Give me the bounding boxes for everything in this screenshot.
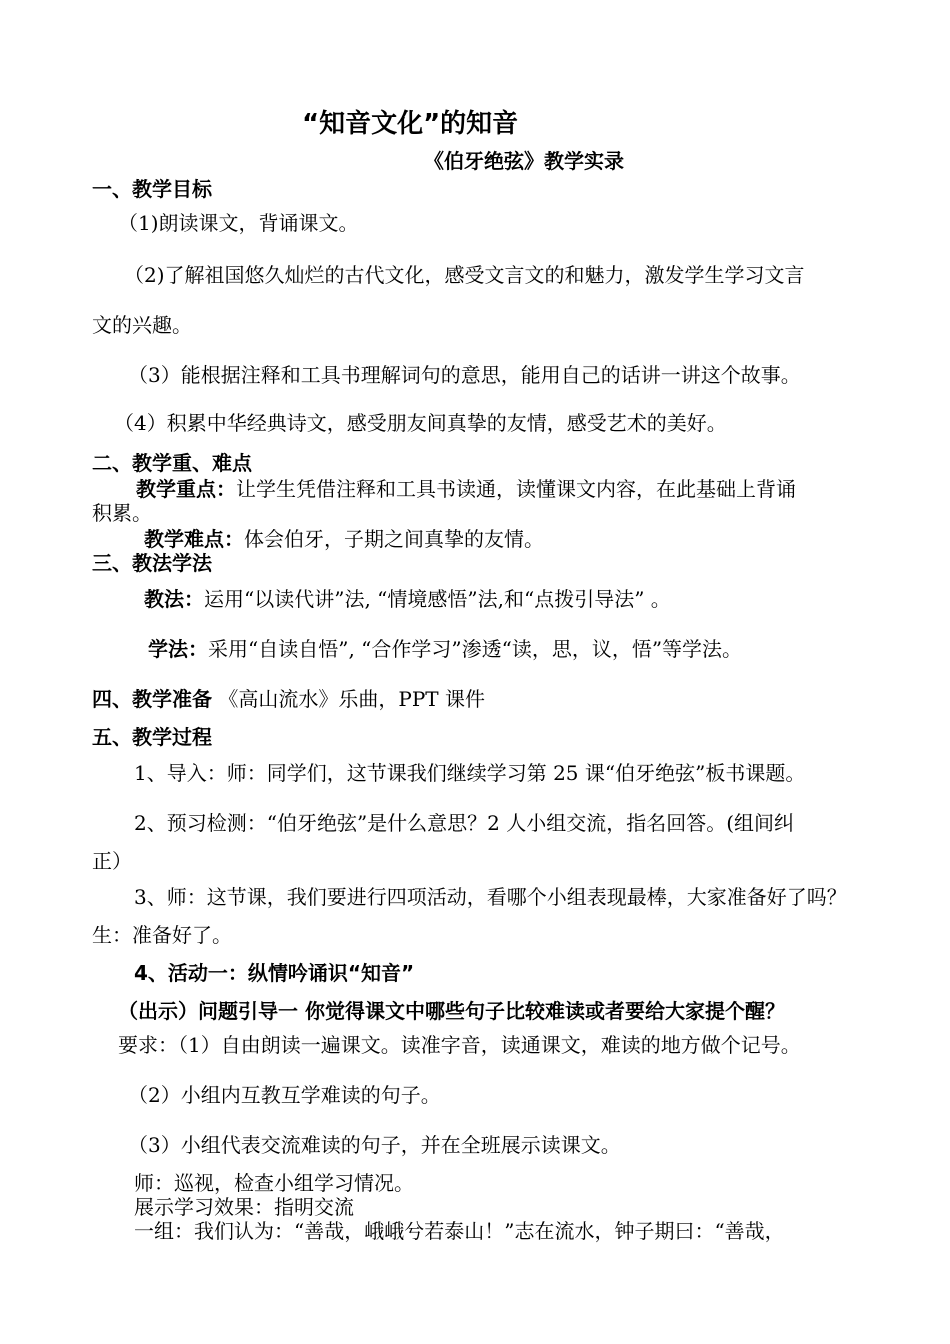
key-point-line (136, 476, 796, 502)
learning-method-line (148, 636, 742, 662)
learning-method-text: 采用“自读自悟”, “合作学习”渗透“读，思，议，悟”等学法。 (208, 637, 743, 661)
section-heading-keypoints: 二、教学重、难点 (92, 451, 252, 475)
guiding-question-1: （出示）问题引导一 你觉得课文中哪些句子比较难读或者要给大家提个醒？ (118, 999, 785, 1023)
goal-item-1: （1)朗读课文，背诵课文。 (118, 211, 359, 235)
process-step-3: 3、师：这节课，我们要进行四项活动，看哪个小组表现最棒，大家准备好了吗？ (134, 885, 847, 909)
teacher-note: 师：巡视，检查小组学习情况。 (134, 1171, 414, 1195)
teaching-method-label: 教法： (144, 587, 204, 611)
difficulty-label: 教学难点： (144, 527, 244, 551)
learning-method-label: 学法： (148, 637, 208, 661)
difficulty-text: 体会伯牙，子期之间真挚的友情。 (244, 527, 544, 551)
key-point-label: 教学重点： (136, 477, 236, 501)
show-results: 展示学习效果：指明交流 (134, 1195, 354, 1219)
group-one-answer: 一组：我们认为：“善哉，峨峨兮若泰山！”志在流水，钟子期曰：“善哉， (134, 1219, 785, 1243)
process-step-1: 1、导入：师：同学们，这节课我们继续学习第 25 课“伯牙绝弦”板书课题。 (134, 761, 806, 785)
page-title: “知音文化”的知音 (302, 109, 519, 139)
requirement-1: 要求：（1）自由朗读一遍课文。读准字音，读通课文，难读的地方做个记号。 (118, 1033, 801, 1057)
process-step-3-cont: 生：准备好了。 (92, 923, 232, 947)
page-subtitle: 《伯牙绝弦》教学实录 (424, 149, 624, 173)
difficulty-line (144, 526, 544, 552)
requirement-3: （3）小组代表交流难读的句子，并在全班展示读课文。 (128, 1133, 621, 1157)
activity-one-heading: 4、活动一：纵情吟诵识“知音” (134, 961, 415, 985)
section-heading-methods: 三、教法学法 (92, 551, 212, 575)
preparation-line (92, 686, 485, 712)
requirement-2: （2）小组内互教互学难读的句子。 (128, 1083, 441, 1107)
teaching-method-line (144, 586, 671, 612)
section-heading-goals: 一、教学目标 (92, 177, 212, 201)
goal-item-2-cont: 文的兴趣。 (92, 313, 192, 337)
section-heading-preparation: 四、教学准备 (92, 687, 212, 711)
key-point-line-cont: 积累。 (92, 501, 152, 525)
preparation-text: 《高山流水》乐曲，PPT 课件 (212, 687, 485, 711)
goal-item-4: （4）积累中华经典诗文，感受朋友间真挚的友情，感受艺术的美好。 (114, 411, 727, 435)
goal-item-3: （3）能根据注释和工具书理解词句的意思，能用自己的话讲一讲这个故事。 (128, 363, 801, 387)
section-heading-process: 五、教学过程 (92, 725, 212, 749)
key-point-text: 让学生凭借注释和工具书读通，读懂课文内容，在此基础上背诵 (236, 477, 796, 501)
goal-item-2: （2)了解祖国悠久灿烂的古代文化，感受文言文的和魅力，激发学生学习文言 (124, 263, 805, 287)
process-step-2-cont: 正） (92, 849, 132, 873)
teaching-method-text: 运用“以读代讲”法, “情境感悟”法,和“点拨引导法” 。 (204, 587, 671, 611)
process-step-2: 2、预习检测：“伯牙绝弦”是什么意思？2 人小组交流，指名回答。(组间纠 (134, 811, 795, 835)
